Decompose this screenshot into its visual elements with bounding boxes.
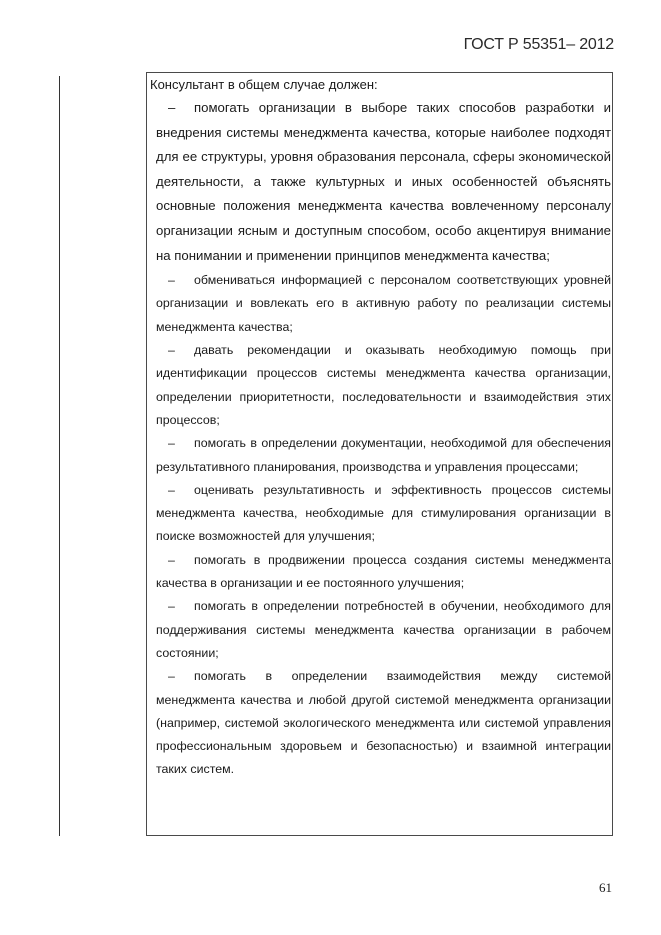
list-item-text: помогать в продвижении процесса создания системы менеджмента качества в организации и ее постоянного улучшения; <box>156 552 611 591</box>
consultant-duties-frame <box>146 72 613 836</box>
list-item-text: оценивать результативность и эффективность процессов системы менеджмента качества, необходимые для стимулирования организации в поиске возможностей для улучшения; <box>156 482 611 544</box>
list-item-text: помогать в определении потребностей в обучении, необходимого для поддерживания системы менеджмента качества организации в рабочем состоянии; <box>156 599 611 660</box>
list-dash: – <box>168 599 175 614</box>
list-item <box>156 339 611 432</box>
margin-change-bar <box>59 76 60 836</box>
list-item <box>156 96 611 268</box>
page-number: 61 <box>599 880 612 895</box>
frame-intro: Консультант в общем случае должен: <box>150 77 378 92</box>
list-item-text: обмениваться информацией с персоналом соответствующих уровней организации и вовлекать его в активную работу по реализации системы менеджмента качества; <box>156 273 611 334</box>
list-item <box>156 479 611 549</box>
list-item-text: помогать организации в выборе таких способов разработки и внедрения системы менеджмента качества, которые наиболее подходят для ее структуры, уровня образования персонала, сферы экономической деятельности, а также культурных и иных особенностей объяснять основные положения менеджмента качества вовлеченному персоналу организации ясным и доступным способом, особо акцентируя внимание на понимании и применении принципов менеджмента качества; <box>156 100 611 263</box>
list-item <box>156 549 611 596</box>
list-item <box>156 665 611 781</box>
list-item-text: давать рекомендации и оказывать необходимую помощь при идентификации процессов системы менеджмента качества организации, определении приоритетности, последовательности и взаимодействия этих процессов; <box>156 343 611 427</box>
list-dash: – <box>168 273 175 288</box>
list-item <box>156 269 611 339</box>
list-dash: – <box>168 669 175 684</box>
document-header: ГОСТ Р 55351– 2012 <box>463 36 614 53</box>
duties-list <box>156 96 611 782</box>
list-dash: – <box>168 552 175 567</box>
list-dash: – <box>168 482 175 497</box>
list-dash: – <box>168 343 175 358</box>
list-item-text: помогать в определении взаимодействия между системой менеджмента качества и любой другой системой менеджмента организации (например, системой экологического менеджмента или системой управления профессиональным здоровьем и безопасностью) и взаимной интеграции таких систем. <box>156 669 611 777</box>
list-item <box>156 432 611 479</box>
list-dash: – <box>168 436 175 451</box>
list-item <box>156 595 611 665</box>
list-dash: – <box>168 100 176 115</box>
list-item-text: помогать в определении документации, необходимой для обеспечения результативного планирования, производства и управления процессами; <box>156 436 611 474</box>
